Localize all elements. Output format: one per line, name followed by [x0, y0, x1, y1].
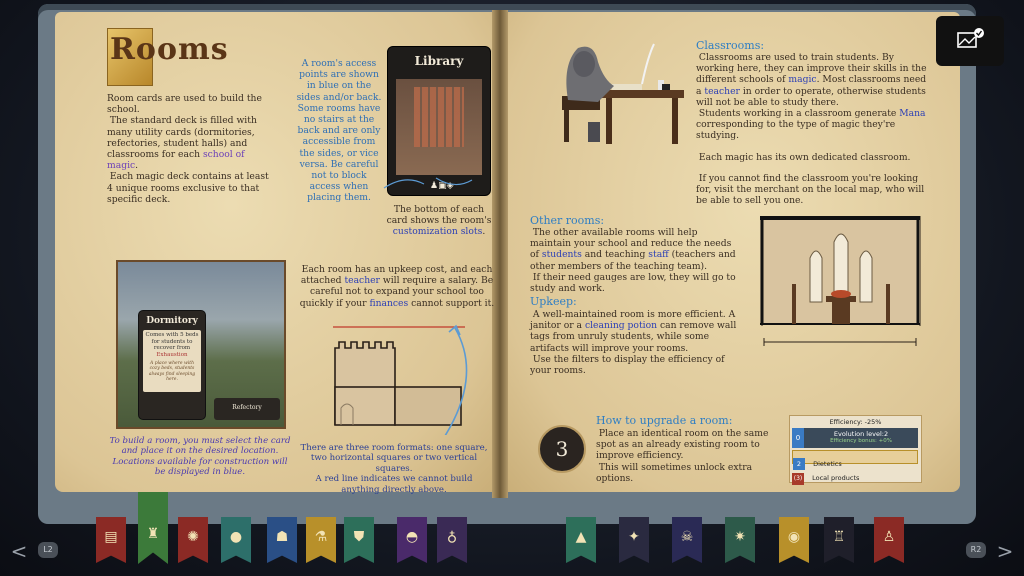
teacher-link[interactable]: teacher: [344, 275, 380, 287]
chapter-tab-wizard[interactable]: [566, 517, 596, 567]
potion-icon: ⚗: [314, 529, 328, 545]
dormitory-card: Dormitory Comes with 5 beds for students to recover from Exhaustion A place where with cozy beds, students always find sleeping here.: [138, 310, 206, 420]
access-arrows: [380, 160, 480, 200]
upkeep-heading: Upkeep:: [530, 295, 577, 308]
upgrade-heading: How to upgrade a room:: [596, 414, 733, 427]
local-products-row: (3) Local products: [792, 465, 918, 477]
efficiency-title: Efficiency: -25%: [829, 418, 882, 426]
scroll-icon: ▤: [104, 529, 118, 545]
chapter-tab-shield[interactable]: [344, 517, 374, 567]
chapter-tab-coins[interactable]: [221, 517, 251, 567]
classroom-illustration: [532, 36, 692, 148]
page-title: Rooms: [110, 32, 229, 67]
chapter-tab-elements[interactable]: [619, 517, 649, 567]
chapter-tab-skull[interactable]: [672, 517, 702, 567]
classrooms-heading: Classrooms:: [696, 39, 765, 52]
chapter-tab-crystal[interactable]: [725, 517, 755, 567]
flask-icon: ♁: [446, 529, 458, 545]
other-rooms-text: The other available rooms will help maintain your school and reduce the needs of students and teaching staff (teachers and other members of the teaching team). If their need gauges are low, they will go to study and work.: [530, 227, 736, 295]
build-room-caption: To build a room, you must select the card and place it on the desired location. Locations available for construction will be displayed in blue.: [109, 436, 291, 478]
next-page-arrow[interactable]: >: [996, 539, 1014, 563]
chapter-tab-student[interactable]: [267, 517, 297, 567]
students-link[interactable]: students: [541, 249, 582, 261]
efficiency-panel: [789, 415, 922, 483]
classroom-teacher-link[interactable]: teacher: [704, 85, 740, 97]
chapter-tab-flask[interactable]: [437, 517, 467, 567]
dormitory-screenshot: [116, 260, 286, 429]
staff-link[interactable]: staff: [648, 249, 669, 261]
access-points-note: A room's access points are shown in blue on the sides and/or back. Some rooms have no stairs at the back and are only accessible from the sides, or vice versa. Be careful not to block access when placing them.: [296, 58, 382, 204]
evolution-row: 0 Evolution level:2 Efficiency bonus: +0%: [792, 428, 918, 448]
classrooms-text: Classrooms are used to train students. By working here, they can improve their skills in the different schools of magic. Most classrooms need a teacher in order to operate, otherwise students will not be able to study there. Students working in a classroom generate Mana corresponding to the type of magic they're studying. Each magic has its own dedicated classroom. If you cannot find the classroom you're looking for, visit the merchant on the local map, who will be able to sell you one.: [696, 52, 927, 207]
refectory-card: Refectory: [214, 398, 280, 420]
room-formats-caption: There are three room formats: one square, two horizontal squares or two vertical squares. A red line indicates we cannot build anything directly above.: [300, 443, 488, 495]
room-access-diagram: [756, 214, 926, 350]
customization-slot-icons: ♟▣◈: [430, 181, 454, 191]
l2-button-hint[interactable]: L2: [38, 542, 58, 558]
stamp-icon: ♙: [882, 529, 896, 545]
school-of-magic-link[interactable]: school of magic: [107, 149, 245, 172]
upkeep-text: A well-maintained room is more efficient. A janitor or a cleaning potion can remove wall tags from unruly students, while some artifacts will improve your rooms. Use the filters to display the efficiency of your rooms.: [530, 309, 737, 377]
shield-icon: ⛊: [353, 529, 365, 545]
cleaning-potion-link[interactable]: cleaning potion: [584, 320, 658, 332]
wizard-icon: ▲: [575, 529, 587, 545]
chapter-tab-castle[interactable]: [824, 517, 854, 567]
chapter-tab-potion[interactable]: [306, 517, 336, 567]
library-card-title: Library: [414, 54, 464, 68]
prev-page-arrow[interactable]: <: [10, 539, 28, 563]
upkeep-cost-note: Each room has an upkeep cost, and each attached teacher will require a salary. Be careful not to expand your school too quickly if your finances cannot support it.: [299, 264, 495, 309]
compass-icon: ✺: [187, 529, 199, 545]
card-bottom-caption: The bottom of each card shows the room's customization slots.: [386, 204, 492, 238]
chapter-tab-stamp[interactable]: [874, 517, 904, 567]
room-formats-diagram: [325, 320, 500, 435]
chapter-tab-compass[interactable]: [178, 517, 208, 567]
other-rooms-heading: Other rooms:: [530, 214, 605, 227]
chapter-tab-pumpkin[interactable]: [779, 517, 809, 567]
crystal-icon: ✷: [734, 529, 746, 545]
skull-icon: ☠: [680, 529, 694, 545]
chapter-tab-tower[interactable]: [138, 492, 168, 542]
chapter-tab-scroll[interactable]: [96, 517, 126, 567]
upgrade-text: Place an identical room on the same spot as an already existing room to improve efficiency. This will sometimes unlock extra options.: [596, 428, 769, 484]
finances-link[interactable]: finances: [369, 297, 409, 309]
pumpkin-icon: ◉: [787, 529, 801, 545]
student-icon: ☗: [275, 529, 289, 545]
rooms-intro: Room cards are used to build the school. The standard deck is filled with many utility cards (dormitories, refectories, student halls) and classrooms for each school of magic. Each magic deck contains at least 4 unique rooms exclusive to that specific deck.: [107, 93, 269, 205]
cauldron-icon: ◓: [405, 529, 419, 545]
upgrade-step-badge: 3: [538, 425, 586, 473]
screenshot-overlay[interactable]: [936, 16, 1004, 66]
coins-icon: ●: [229, 529, 243, 545]
customization-slots-link[interactable]: customization slots: [392, 226, 483, 238]
mana-link[interactable]: Mana: [899, 108, 926, 120]
chapter-tab-cauldron[interactable]: [397, 517, 427, 567]
elements-icon: ✦: [628, 529, 640, 545]
castle-icon: ♖: [832, 529, 846, 545]
gallery-check-icon: [936, 16, 1004, 66]
magic-link[interactable]: magic: [788, 74, 817, 86]
tower-icon: ♜: [146, 526, 160, 542]
dietetics-row: 2 Dietetics: [792, 450, 918, 464]
r2-button-hint[interactable]: R2: [966, 542, 986, 558]
